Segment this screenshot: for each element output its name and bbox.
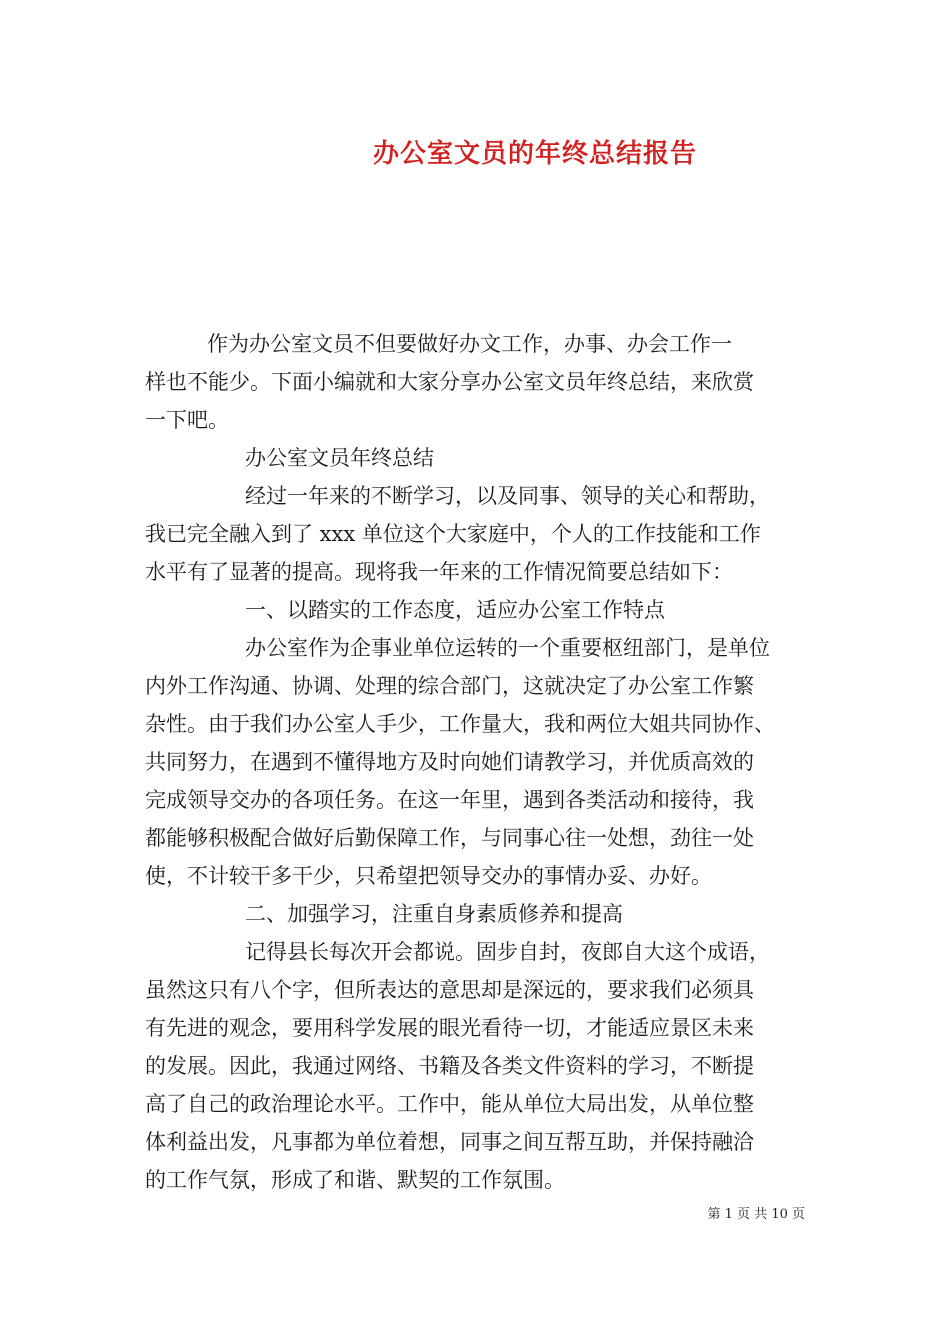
body-line: 高了自己的政治理论水平。工作中，能从单位大局出发，从单位整 xyxy=(145,1092,754,1116)
body-line: 虽然这只有八个字，但所表达的意思却是深远的，要求我们必须具 xyxy=(145,978,754,1002)
body-line: 经过一年来的不断学习，以及同事、领导的关心和帮助， xyxy=(245,484,770,508)
section-heading: 二、加强学习，注重自身素质修养和提高 xyxy=(245,902,623,926)
body-line: 杂性。由于我们办公室人手少，工作量大，我和两位大姐共同协作、 xyxy=(145,712,775,736)
body-line: 办公室作为企事业单位运转的一个重要枢纽部门，是单位 xyxy=(245,636,770,660)
body-line: 体利益出发，凡事都为单位着想，同事之间互帮互助，并保持融洽 xyxy=(145,1130,754,1154)
body-line: 共同努力，在遇到不懂得地方及时向她们请教学习，并优质高效的 xyxy=(145,750,754,774)
body-line: 样也不能少。下面小编就和大家分享办公室文员年终总结，来欣赏 xyxy=(145,370,754,394)
body-line: 的工作气氛，形成了和谐、默契的工作氛围。 xyxy=(145,1168,565,1192)
section-heading: 办公室文员年终总结 xyxy=(245,446,434,470)
body-line: 使，不计较干多干少，只希望把领导交办的事情办妥、办好。 xyxy=(145,864,712,888)
section-heading: 一、以踏实的工作态度，适应办公室工作特点 xyxy=(245,598,665,622)
document-title: 办公室文员的年终总结报告 xyxy=(372,139,697,169)
body-line: 作为办公室文员不但要做好办文工作，办事、办会工作一 xyxy=(207,332,732,356)
document-body xyxy=(145,325,807,1199)
page-number-footer: 第 1 页 共 10 页 xyxy=(707,1207,805,1222)
body-line: 我已完全融入到了 xxx 单位这个大家庭中，个人的工作技能和工作 xyxy=(145,522,761,546)
body-line: 水平有了显著的提高。现将我一年来的工作情况简要总结如下： xyxy=(145,560,733,584)
body-line: 内外工作沟通、协调、处理的综合部门，这就决定了办公室工作繁 xyxy=(145,674,754,698)
body-line: 的发展。因此，我通过网络、书籍及各类文件资料的学习，不断提 xyxy=(145,1054,754,1078)
body-line: 都能够积极配合做好后勤保障工作，与同事心往一处想，劲往一处 xyxy=(145,826,754,850)
body-line: 一下吧。 xyxy=(145,408,229,432)
body-line: 完成领导交办的各项任务。在这一年里，遇到各类活动和接待，我 xyxy=(145,788,754,812)
body-line: 记得县长每次开会都说。固步自封，夜郎自大这个成语， xyxy=(245,940,770,964)
body-line: 有先进的观念，要用科学发展的眼光看待一切，才能适应景区未来 xyxy=(145,1016,754,1040)
